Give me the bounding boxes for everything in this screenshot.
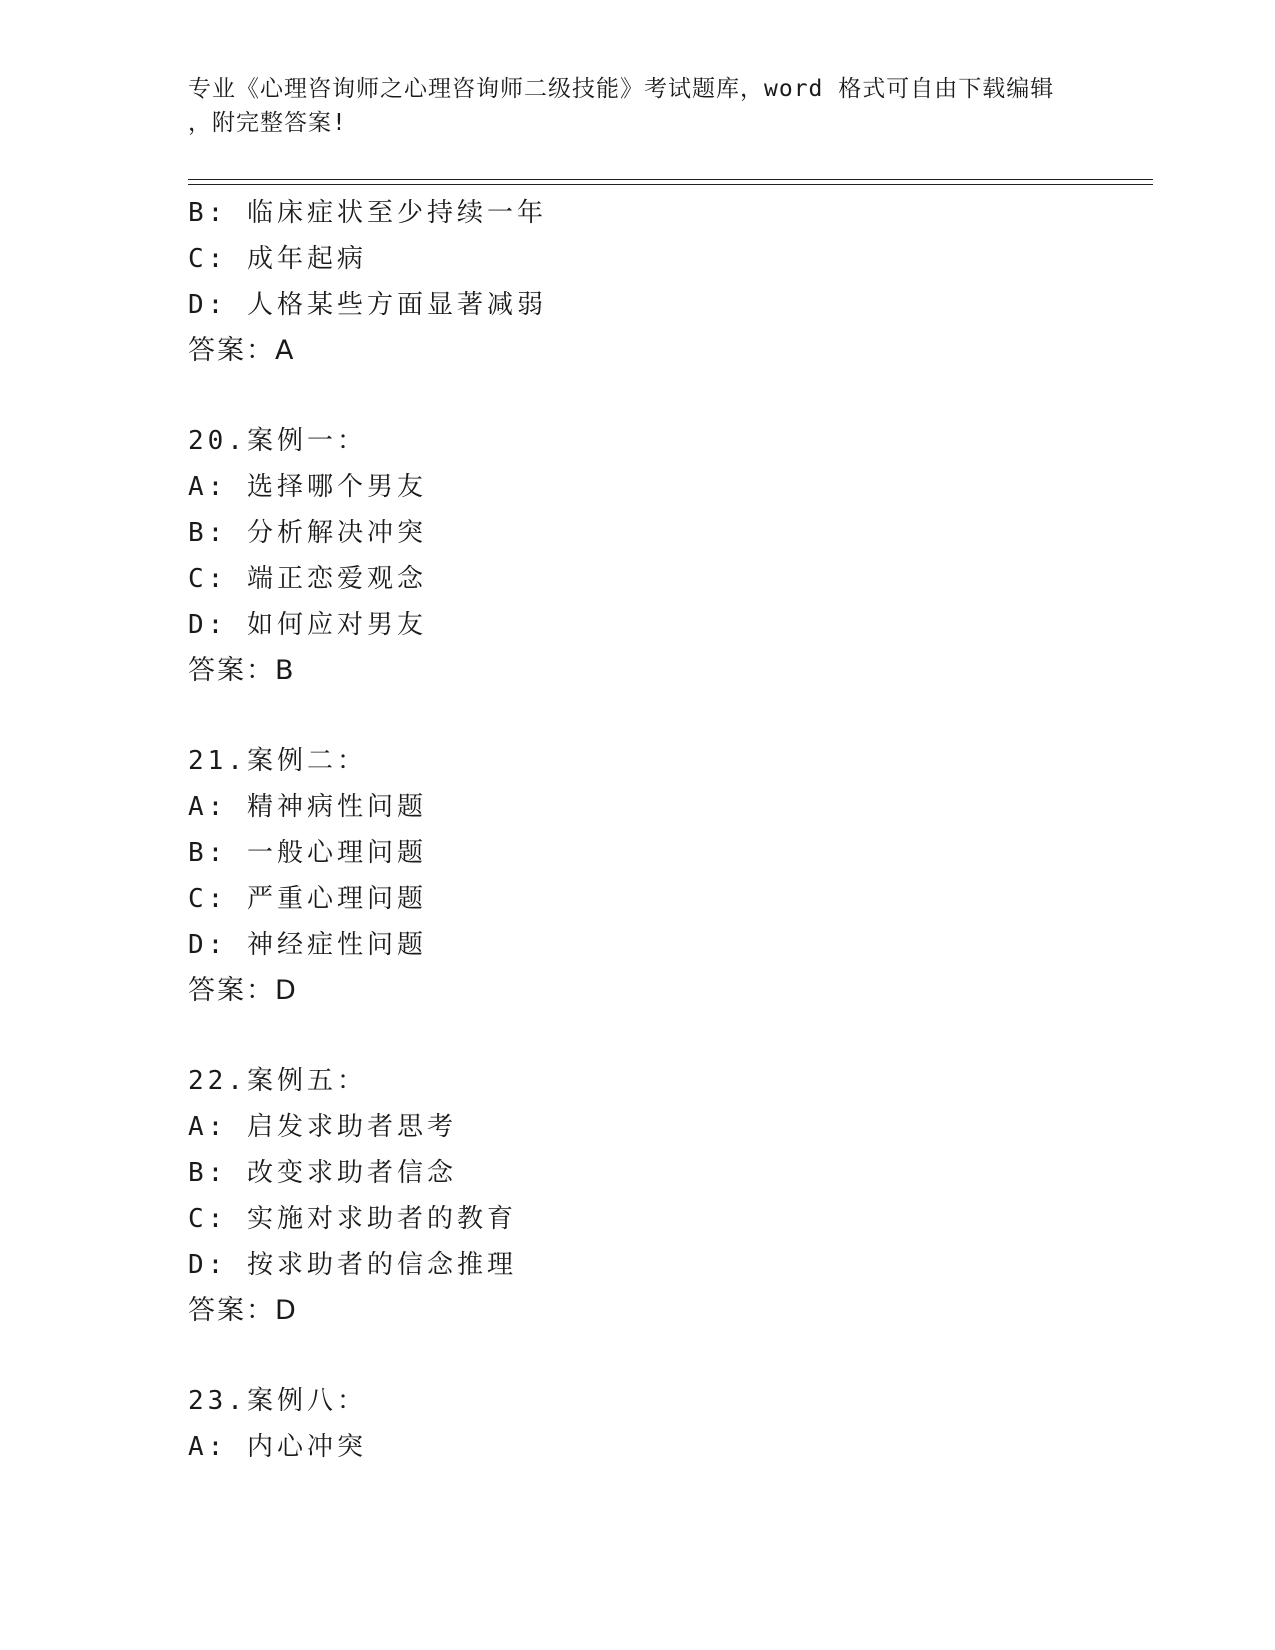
question-title: 22.案例五： [188, 1066, 367, 1096]
option-b: B: 一般心理问题 [188, 838, 427, 868]
question-19-continued [188, 190, 1148, 374]
option-c: C: 严重心理问题 [188, 884, 427, 914]
answer-line: 答案：A [188, 335, 296, 366]
spacer [188, 1014, 1148, 1058]
answer-line: 答案：D [188, 1295, 298, 1326]
option-a: A: 启发求助者思考 [188, 1112, 457, 1142]
question-22 [188, 1058, 1148, 1334]
option-c: C: 端正恋爱观念 [188, 564, 427, 594]
header-line-2: ，附完整答案! [188, 110, 347, 136]
option-a: A: 精神病性问题 [188, 792, 427, 822]
answer-line: 答案：D [188, 975, 298, 1006]
header-line-1: 专业《心理咨询师之心理咨询师二级技能》考试题库，word 格式可自由下载编辑 [188, 76, 1055, 102]
option-a: A: 内心冲突 [188, 1432, 367, 1462]
option-d: D: 如何应对男友 [188, 610, 427, 640]
option-b: B: 改变求助者信念 [188, 1158, 457, 1188]
question-21 [188, 738, 1148, 1014]
spacer [188, 1334, 1148, 1378]
spacer [188, 374, 1148, 418]
header-divider-top [188, 179, 1153, 180]
answer-line: 答案：B [188, 655, 296, 686]
option-a: A: 选择哪个男友 [188, 472, 427, 502]
option-d: D: 按求助者的信念推理 [188, 1250, 517, 1280]
question-title: 23.案例八： [188, 1386, 367, 1416]
option-d: D: 人格某些方面显著减弱 [188, 290, 547, 320]
spacer [188, 694, 1148, 738]
question-title: 21.案例二： [188, 746, 367, 776]
question-title: 20.案例一： [188, 426, 367, 456]
question-23 [188, 1378, 1148, 1470]
header-divider-bottom [188, 184, 1153, 185]
document-header [188, 72, 1088, 140]
option-b: B: 临床症状至少持续一年 [188, 198, 547, 228]
option-d: D: 神经症性问题 [188, 930, 427, 960]
option-b: B: 分析解决冲突 [188, 518, 427, 548]
question-list [188, 190, 1148, 1470]
option-c: C: 实施对求助者的教育 [188, 1204, 517, 1234]
question-20 [188, 418, 1148, 694]
option-c: C: 成年起病 [188, 244, 367, 274]
